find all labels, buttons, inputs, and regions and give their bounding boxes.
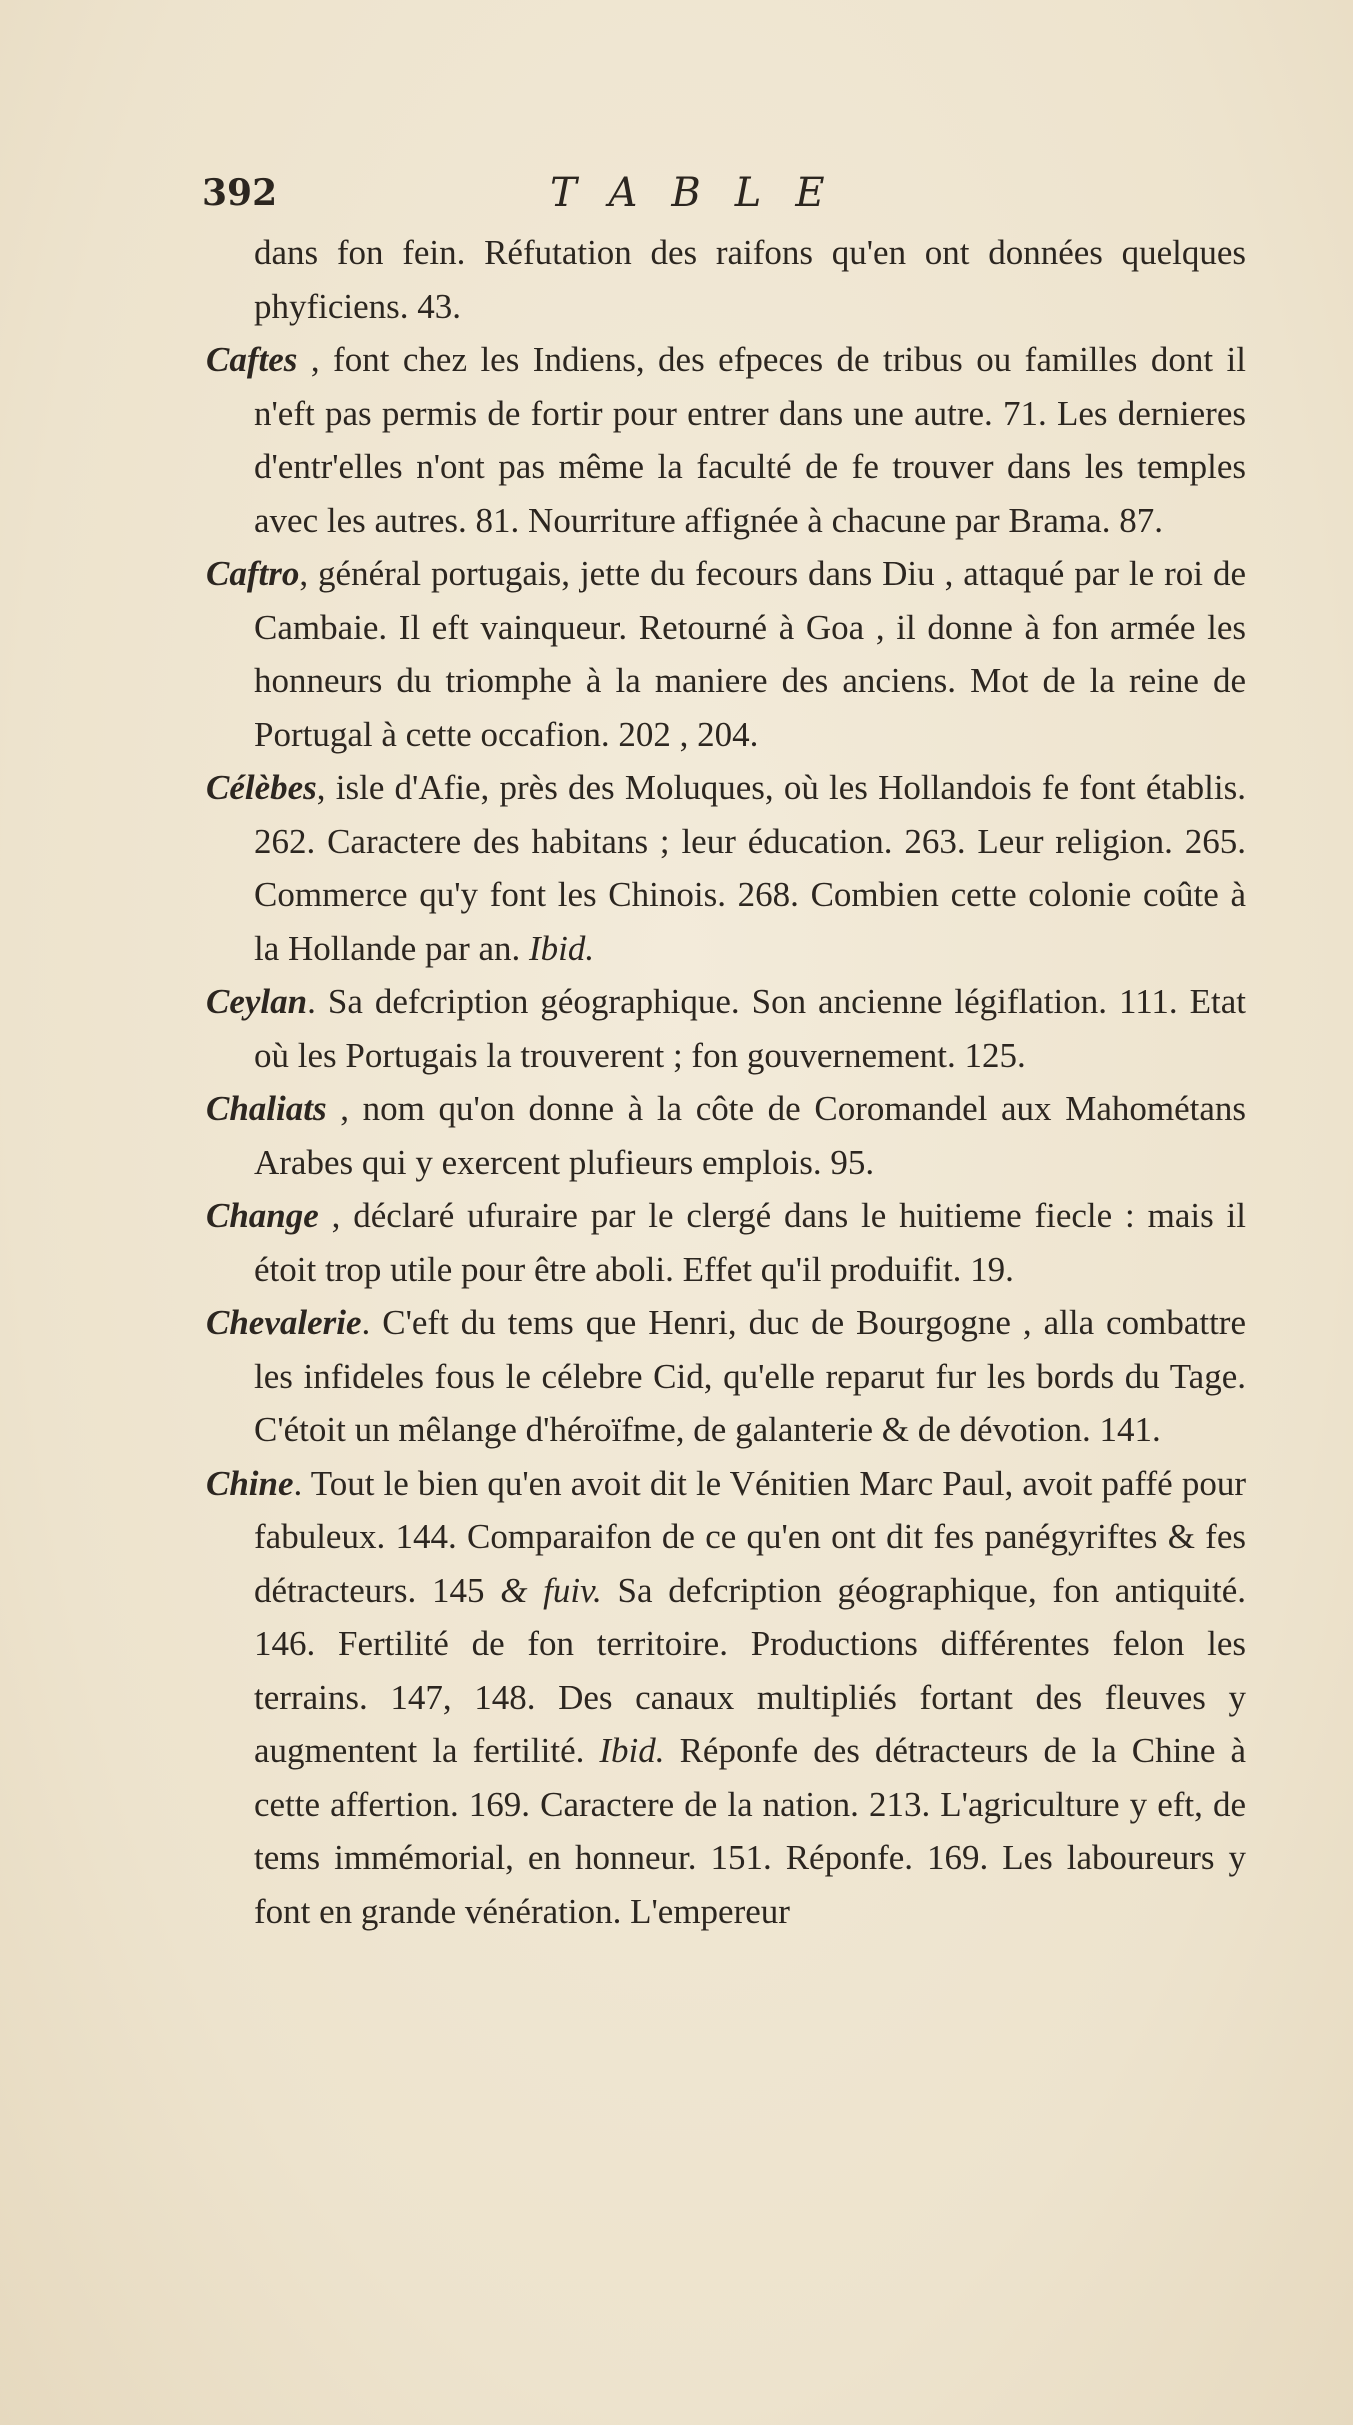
entry-text: . Tout le bien qu'en avoit dit le Vénitien Marc Paul, avoit paffé pour fabuleux. 144. Comparaifon de ce qu'en ont dit fes panégyriftes & fes détracteurs. 145 bbox=[254, 1463, 1246, 1610]
entry-text: . C'eft du tems que Henri, duc de Bourgogne , alla combattre les infideles fous le célebre Cid, qu'elle reparut fur les bords du Tage. C'étoit un mêlange d'héroïfme, de galanterie & de dévotion. 141. bbox=[254, 1303, 1246, 1449]
entry-term: Célèbes bbox=[206, 768, 317, 807]
page-header bbox=[202, 168, 1202, 228]
entry-ibid: Ibid. bbox=[599, 1731, 665, 1770]
index-entry-continued bbox=[206, 226, 1246, 333]
entry-term: Caftes bbox=[206, 340, 298, 379]
index-entry-celebes bbox=[206, 761, 1246, 975]
entry-text: Réponfe des détracteurs de la Chine à cette affertion. 169. Caractere de la nation. 213. L'agriculture y eft, de tems immémorial, en honneur. 151. Réponfe. 169. Les laboureurs y font en grande vénération. L'empereur bbox=[254, 1731, 1246, 1931]
page-number: 392 bbox=[202, 172, 278, 214]
index-entry-caftes bbox=[206, 333, 1246, 547]
entry-suiv: & fuiv. bbox=[500, 1570, 602, 1610]
entry-term: Chevalerie bbox=[206, 1303, 362, 1342]
entry-text: , déclaré ufuraire par le clergé dans le huitieme fiecle : mais il étoit trop utile pour être aboli. Effet qu'il produifit. 19. bbox=[254, 1196, 1246, 1289]
running-head: TABLE bbox=[550, 170, 859, 216]
entry-ibid: Ibid. bbox=[529, 928, 595, 968]
entry-text: , nom qu'on donne à la côte de Coromandel aux Mahométans Arabes qui y exercent plufieurs emplois. 95. bbox=[254, 1089, 1246, 1182]
index-entry-chevalerie bbox=[206, 1296, 1246, 1457]
index-entry-chaliats bbox=[206, 1082, 1246, 1189]
entry-term: Chine bbox=[206, 1463, 294, 1503]
index-entry-ceylan bbox=[206, 975, 1246, 1082]
index-entry-change bbox=[206, 1189, 1246, 1296]
entry-text: dans fon fein. Réfutation des raifons qu'en ont données quelques phyficiens. 43. bbox=[254, 233, 1246, 326]
entry-text: , général portugais, jette du fecours dans Diu , attaqué par le roi de Cambaie. Il eft vainqueur. Retourné à Goa , il donne à fon armée les honneurs du triomphe à la maniere des anciens. Mot de la reine de Portugal à cette occafion. 202 , 204. bbox=[254, 554, 1246, 754]
index-entry-chine bbox=[206, 1457, 1246, 1939]
entry-term: Ceylan bbox=[206, 982, 308, 1021]
index-entry-caftro bbox=[206, 547, 1246, 761]
index-body bbox=[206, 226, 1246, 1938]
entry-term: Change bbox=[206, 1196, 319, 1235]
entry-text: , font chez les Indiens, des efpeces de tribus ou familles dont il n'eft pas permis de fortir pour entrer dans une autre. 71. Les dernieres d'entr'elles n'ont pas même la faculté de fe trouver dans les temples avec les autres. 81. Nourriture affignée à chacune par Brama. 87. bbox=[254, 340, 1246, 540]
entry-text: , isle d'Afie, près des Moluques, où les Hollandois fe font établis. 262. Caractere des habitans ; leur éducation. 263. Leur religion. 265. Commerce qu'y font les Chinois. 268. Combien cette colonie coûte à la Hollande par an. bbox=[254, 768, 1246, 968]
entry-term: Caftro bbox=[206, 554, 300, 593]
entry-text: . Sa defcription géographique. Son ancienne légiflation. 111. Etat où les Portugais la trouverent ; fon gouvernement. 125. bbox=[254, 982, 1246, 1075]
entry-term: Chaliats bbox=[206, 1089, 327, 1128]
entry-text: Sa defcription géographique, fon antiquité. 146. Fertilité de fon territoire. Productions différentes felon les terrains. 147, 148. Des canaux multipliés fortant des fleuves y augmentent la fertilité. bbox=[254, 1570, 1246, 1770]
